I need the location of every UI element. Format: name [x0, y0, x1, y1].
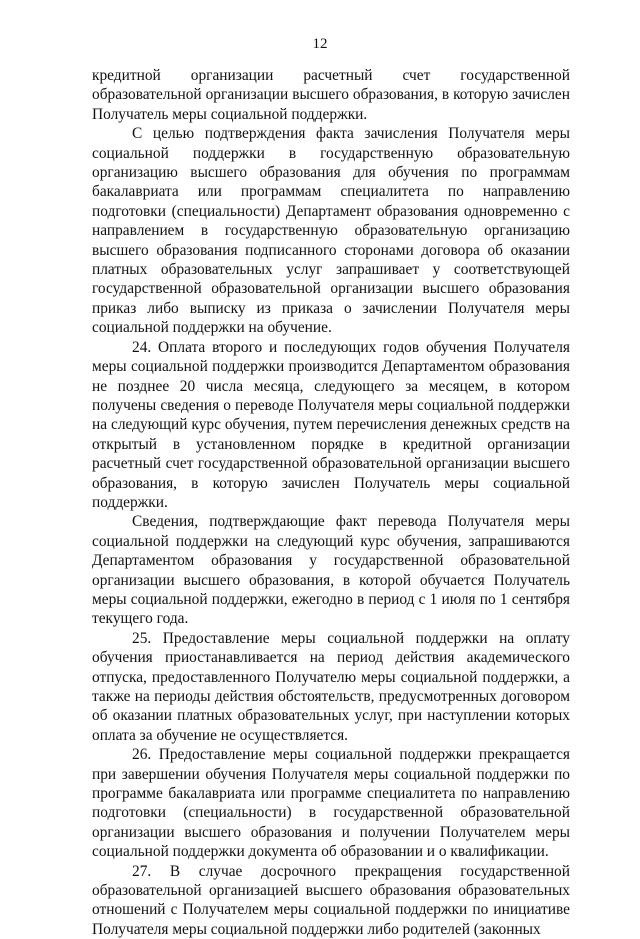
paragraph-continuation: кредитной организации расчетный счет государственной образовательной организации высшего образования, в которую зачислен Получатель меры социальной поддержки. — [92, 67, 570, 123]
page-number: 12 — [312, 36, 328, 52]
paragraph-clause-27: 27. В случае досрочного прекращения государственной образовательной организацией высшего образования образовательных отношений с Получателем меры социальной поддержки по инициативе Получателя меры социальной поддержки либо родителей (законных — [92, 862, 570, 938]
paragraph-transfer-info: Сведения, подтверждающие факт перевода Получателя меры социальной поддержки на следующий курс обучения, запрашиваются Департаментом образования у государственной образовательной организации высшего образования, в которой обучается Получатель меры социальной поддержки, ежегодно в период с 1 июля по 1 сентября текущего года. — [92, 513, 570, 628]
document-body — [92, 66, 570, 939]
paragraph-clause-25: 25. Предоставление меры социальной поддержки на оплату обучения приостанавливается на период действия академического отпуска, предоставленного Получателю меры социальной поддержки, а также на периоды действия обстоятельств, предусмотренных договором об оказании платных образовательных услуг, при наступлении которых оплата за обучение не осуществляется. — [92, 629, 570, 744]
paragraph-enrollment-confirmation: С целью подтверждения факта зачисления Получателя меры социальной поддержки в государственную образовательную организацию высшего образования для обучения по программам бакалавриата или программам специалитета по направлению подготовки (специальности) Департамент образования одновременно с направлением в государственную образовательную организацию высшего образования подписанного сторонами договора об оказании платных образовательных услуг запрашивает у соответствующей государственной образовательной организации высшего образования приказ либо выписку из приказа о зачислении Получателя меры социальной поддержки на обучение. — [92, 125, 570, 337]
paragraph-clause-26: 26. Предоставление меры социальной поддержки прекращается при завершении обучения Получателя меры социальной поддержки по программе бакалавриата или программе специалитета по направлению подготовки (специальности) в государственной образовательной организации высшего образования и получении Получателем меры социальной поддержки документа об образовании и о квалификации. — [92, 746, 570, 861]
paragraph-clause-24: 24. Оплата второго и последующих годов обучения Получателя меры социальной поддержки производится Департаментом образования не позднее 20 числа месяца, следующего за месяцем, в котором получены сведения о переводе Получателя меры социальной поддержки на следующий курс обучения, путем перечисления денежных средств на открытый в установленном порядке в кредитной организации расчетный счет государственной образовательной организации высшего образования, в которую зачислен Получатель меры социальной поддержки. — [92, 338, 570, 511]
